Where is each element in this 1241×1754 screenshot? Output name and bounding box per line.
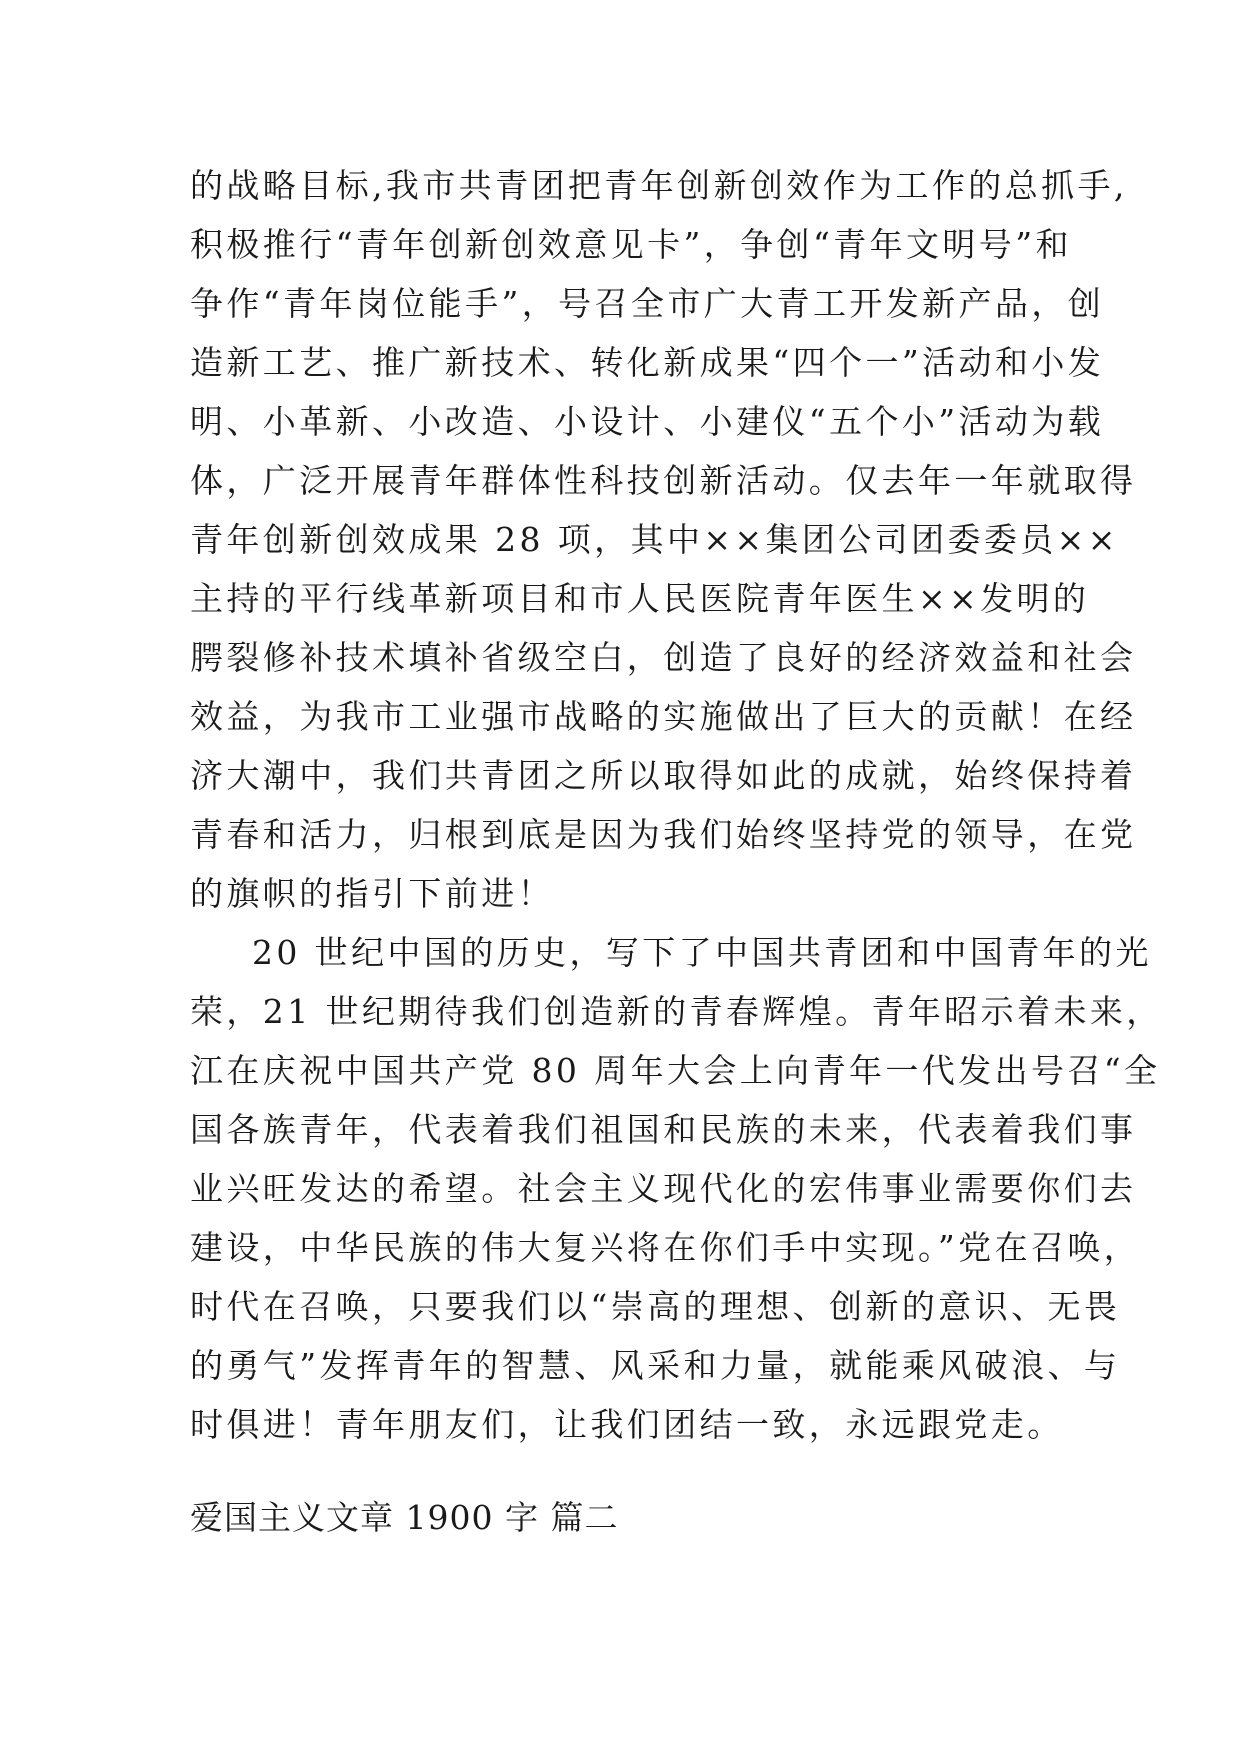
section-heading: 爱国主义文章 1900 字 篇二 (190, 1498, 619, 1537)
text-line: 腭裂修补技术填补省级空白，创造了良好的经济效益和社会 (190, 638, 1137, 677)
text-line: 青春和活力，归根到底是因为我们始终坚持党的领导，在党 (190, 815, 1137, 854)
text-line: 主持的平行线革新项目和市人民医院青年医生××发明的 (190, 579, 1090, 618)
text-line: 国各族青年，代表着我们祖国和民族的未来，代表着我们事 (190, 1110, 1137, 1149)
text-line: 明、小革新、小改造、小设计、小建仪“五个小”活动为载 (190, 402, 1105, 441)
text-line: 济大潮中，我们共青团之所以取得如此的成就，始终保持着 (190, 756, 1137, 795)
text-line: 江在庆祝中国共产党 80 周年大会上向青年一代发出号召“全 (190, 1051, 1161, 1090)
text-line: 积极推行“青年创新创效意见卡”，争创“青年文明号”和 (190, 225, 1072, 264)
text-line: 建设，中华民族的伟大复兴将在你们手中实现。”党在召唤， (190, 1228, 1141, 1267)
text-line: 体，广泛开展青年群体性科技创新活动。仅去年一年就取得 (190, 461, 1137, 500)
text-line: 的勇气”发挥青年的智慧、风采和力量，就能乘风破浪、与 (190, 1346, 1121, 1385)
text-line: 的战略目标,我市共青团把青年创新创效作为工作的总抓手, (190, 166, 1128, 205)
text-line: 的旗帜的指引下前进！ (190, 874, 554, 913)
text-line: 时俱进！青年朋友们，让我们团结一致，永远跟党走。 (190, 1405, 1064, 1444)
text-line: 造新工艺、推广新技术、转化新成果“四个一”活动和小发 (190, 343, 1105, 382)
text-line: 效益，为我市工业强市战略的实施做出了巨大的贡献！在经 (190, 697, 1137, 736)
text-line: 20 世纪中国的历史，写下了中国共青团和中国青年的光 (252, 933, 1152, 972)
text-line: 争作“青年岗位能手”，号召全市广大青工开发新产品，创 (190, 284, 1105, 323)
text-line: 时代在召唤，只要我们以“崇高的理想、创新的意识、无畏 (190, 1287, 1121, 1326)
text-line: 荣，21 世纪期待我们创造新的青春辉煌。青年昭示着未来， (190, 992, 1163, 1031)
text-line: 青年创新创效成果 28 项，其中××集团公司团委委员×× (190, 520, 1119, 559)
text-line: 业兴旺发达的希望。社会主义现代化的宏伟事业需要你们去 (190, 1169, 1137, 1208)
